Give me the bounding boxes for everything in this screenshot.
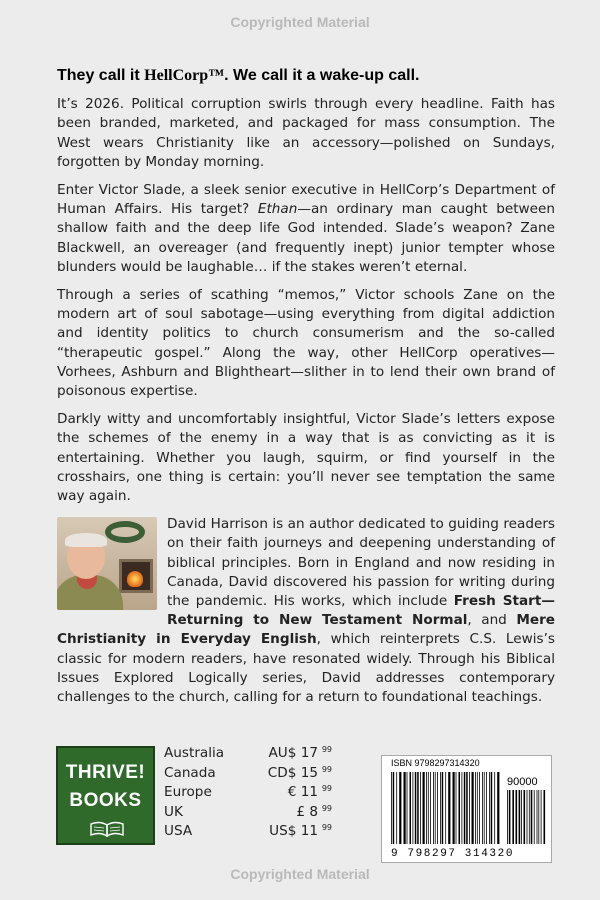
isbn-digits: 9 798297 314320 — [391, 848, 515, 860]
open-book-icon — [90, 821, 124, 837]
publisher-line1: THRIVE! — [65, 762, 146, 783]
isbn-label: ISBN 9798297314320 — [391, 758, 480, 768]
price-amount: € 11 99 — [287, 784, 332, 801]
price-row — [164, 764, 334, 784]
paragraph-1: It’s 2026. Political corruption swirls through every headline. Faith has been branded, marketed, and packaged for mass consumption. The West wears Christianity like an accessory—polished on Sundays, forgotten by Monday morning. — [57, 96, 555, 170]
headline-brand: HellCorp™ — [144, 67, 225, 84]
price-row — [164, 803, 334, 823]
publisher-logo — [56, 746, 155, 845]
bio-part1: David Harrison is an author dedicated to guiding readers on their faith journeys and deepening understanding of biblical principles. Born in England and now residing in Canada, David discovered his passion for writing during the pandemic. His works, which include — [167, 516, 555, 610]
price-region: UK — [164, 803, 183, 820]
author-section — [57, 515, 555, 707]
price-region: USA — [164, 823, 193, 840]
headline-suffix: . We call it a wake-up call. — [224, 67, 420, 84]
isbn-barcode — [381, 755, 552, 863]
price-region: Australia — [164, 745, 225, 761]
back-cover-text — [57, 66, 555, 707]
bio-part2: , and — [467, 612, 517, 629]
price-amount: US$ 11 99 — [269, 823, 332, 840]
price-list — [164, 744, 334, 842]
price-amount: CD$ 15 99 — [267, 764, 332, 781]
bottom-strip — [0, 738, 600, 868]
paragraph-2-part1: Enter Victor Slade, a sleek senior executive in HellCorp’s Department of Human Affairs. His target? — [57, 182, 555, 218]
price-row — [164, 822, 334, 842]
price-amount: £ 8 99 — [296, 803, 332, 820]
paragraph-3: Through a series of scathing “memos,” Victor schools Zane on the modern art of soul sabotage—using everything from digital addiction and identity politics to church consumerism and the so-called “therapeutic gospel.” Along the way, other HellCorp operatives—Vorhees, Ashburn and Blightheart—slither in to lend their own brand of poisonous expertise. — [57, 287, 555, 400]
price-region: Europe — [164, 784, 212, 801]
paragraph-4: Darkly witty and uncomfortably insightful, Victor Slade’s letters expose the schemes of the enemy in a way that is as convicting as it is entertaining. Whether you laugh, squirm, or find yourself in the crosshairs, one thing is certain: you’ll never see temptation the same way again. — [57, 411, 555, 505]
paragraph-2-part2: —an ordinary man caught between shallow faith and the deep life God intended. Slade’s weapon? Zane Blackwell, an overeager (and frequently inept) junior tempter whose blunders would be laughable… if the stakes weren’t eternal. — [57, 201, 555, 275]
bio-title1: Fresh Start—Returning to New Testament Normal — [167, 593, 555, 629]
watermark-bottom: Copyrighted Material — [230, 866, 370, 882]
watermark-top: Copyrighted Material — [230, 14, 370, 30]
paragraph-2-emph: Ethan — [257, 201, 298, 218]
author-photo — [57, 517, 157, 610]
bio-part3: , which reinterprets C.S. Lewis’s classic for modern readers, have resonated widely. Through his Biblical Issues Explored Logically series, David addresses contemporary challenges to the church, calling for a return to foundational teachings. — [57, 631, 555, 706]
bio-title2: Mere Christianity in Everyday English — [57, 612, 555, 648]
price-row — [164, 783, 334, 803]
price-row — [164, 744, 334, 764]
isbn-addon: 90000 — [507, 776, 538, 788]
paragraph-2 — [57, 181, 555, 277]
headline-prefix: They call it — [57, 67, 145, 84]
headline — [57, 66, 555, 85]
publisher-line2: BOOKS — [69, 790, 142, 811]
price-amount: AU$ 17 99 — [268, 745, 332, 761]
price-region: Canada — [164, 764, 216, 781]
